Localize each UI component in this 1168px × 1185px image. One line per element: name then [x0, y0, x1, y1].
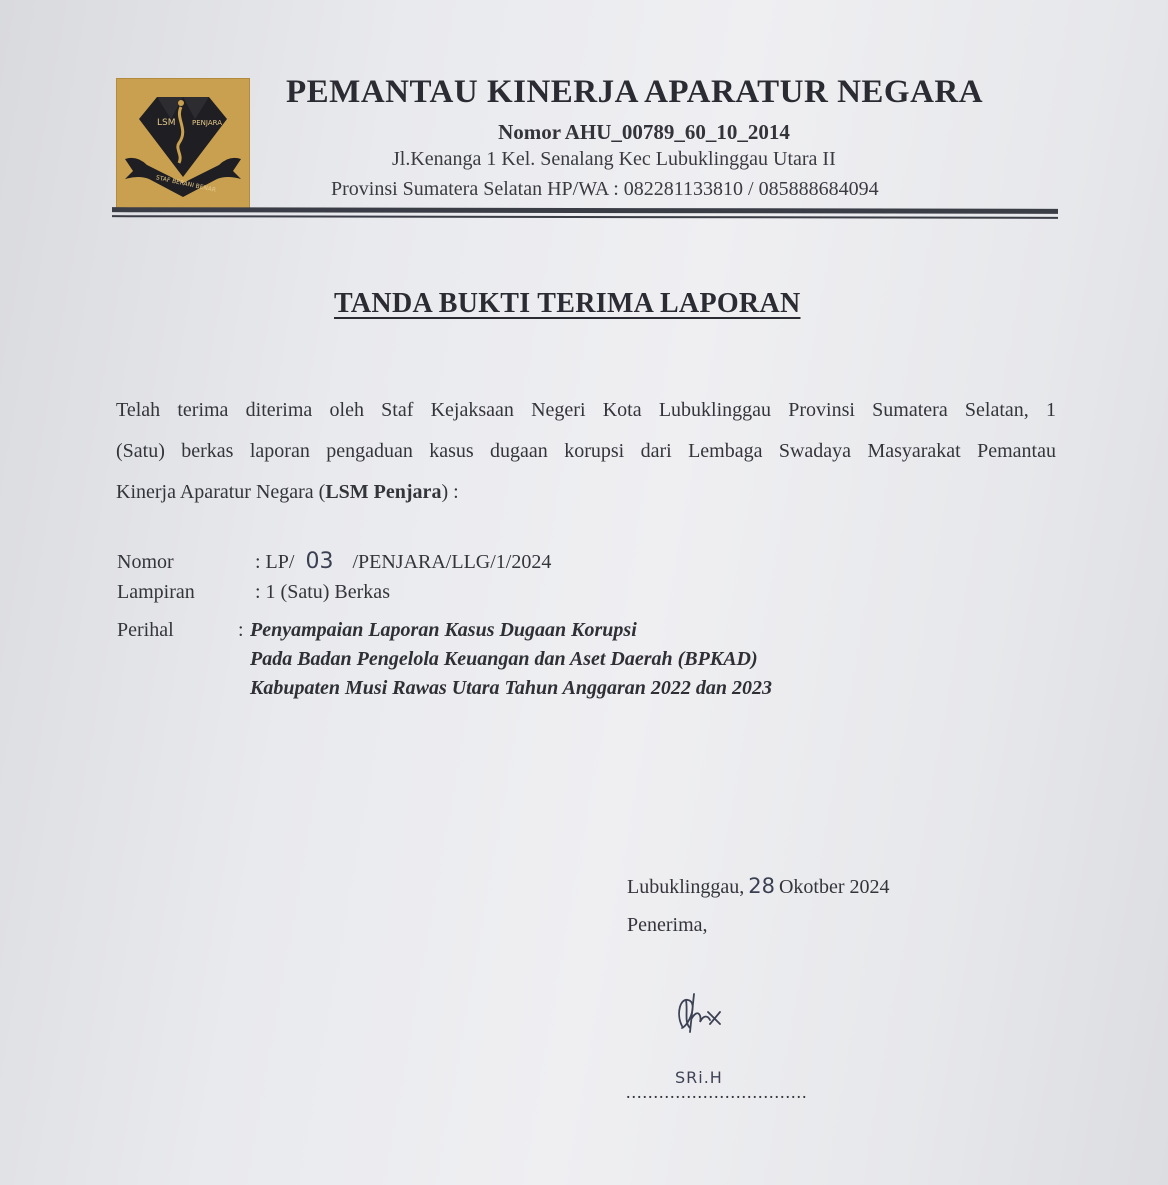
- place-name: Lubuklinggau,: [627, 876, 745, 898]
- signature-name: SRi.H: [675, 1068, 723, 1087]
- body-paragraph: [116, 390, 1056, 513]
- perihal-colon: :: [238, 619, 244, 641]
- body-line-2: (Satu) berkas laporan pengaduan kasus dugaan korupsi dari Lembaga Swadaya Masyarakat Pemantau: [116, 440, 1056, 462]
- nomor-prefix: : LP/: [255, 551, 295, 573]
- lampiran-label: Lampiran: [117, 581, 195, 603]
- nomor-label: Nomor: [117, 551, 174, 573]
- lampiran-value: : 1 (Satu) Berkas: [255, 581, 390, 603]
- document-title: TANDA BUKTI TERIMA LAPORAN: [334, 288, 801, 319]
- organization-name: PEMANTAU KINERJA APARATUR NEGARA: [286, 74, 984, 110]
- registration-number: Nomor AHU_00789_60_10_2014: [498, 120, 790, 144]
- logo-text-left: LSM: [157, 118, 176, 128]
- organization-short-name: LSM Penjara: [325, 481, 442, 503]
- perihal-line-1: Penyampaian Laporan Kasus Dugaan Korupsi: [250, 619, 637, 641]
- perihal-label: Perihal: [117, 619, 174, 641]
- nomor-suffix: /PENJARA/LLG/1/2024: [352, 551, 552, 573]
- header-divider-thin: [112, 215, 1058, 219]
- logo-text-right: PENJARA: [192, 119, 222, 127]
- body-line-1: Telah terima diterima oleh Staf Kejaksaan Negeri Kota Lubuklinggau Provinsi Sumatera Selatan, 1: [116, 399, 1056, 421]
- nomor-handwritten: 03: [305, 549, 334, 574]
- receiver-label: Penerima,: [627, 914, 708, 936]
- logo-ribbon-text: STAF BERANI BENAR: [155, 174, 217, 194]
- signature-dotted-line: .................................: [626, 1082, 808, 1102]
- organization-address: Jl.Kenanga 1 Kel. Senalang Kec Lubuklinggau Utara II: [392, 148, 836, 170]
- nomor-value: [255, 549, 551, 574]
- signature-icon: [668, 988, 748, 1048]
- perihal-line-3: Kabupaten Musi Rawas Utara Tahun Anggaran 2022 dan 2023: [250, 677, 773, 699]
- date-month-year: Okotber 2024: [778, 876, 890, 898]
- header-divider-thick: [112, 207, 1058, 214]
- organization-contact: Provinsi Sumatera Selatan HP/WA : 082281133810 / 085888684094: [331, 178, 879, 200]
- date-day-handwritten: 28: [748, 874, 775, 898]
- body-line-3: [116, 472, 1056, 513]
- body-line-3-prefix: Kinerja Aparatur Negara (: [116, 481, 326, 503]
- place-and-date: [627, 874, 890, 899]
- body-line-3-suffix: ) :: [441, 481, 459, 503]
- perihal-line-2: Pada Badan Pengelola Keuangan dan Aset Daerah (BPKAD): [250, 648, 758, 670]
